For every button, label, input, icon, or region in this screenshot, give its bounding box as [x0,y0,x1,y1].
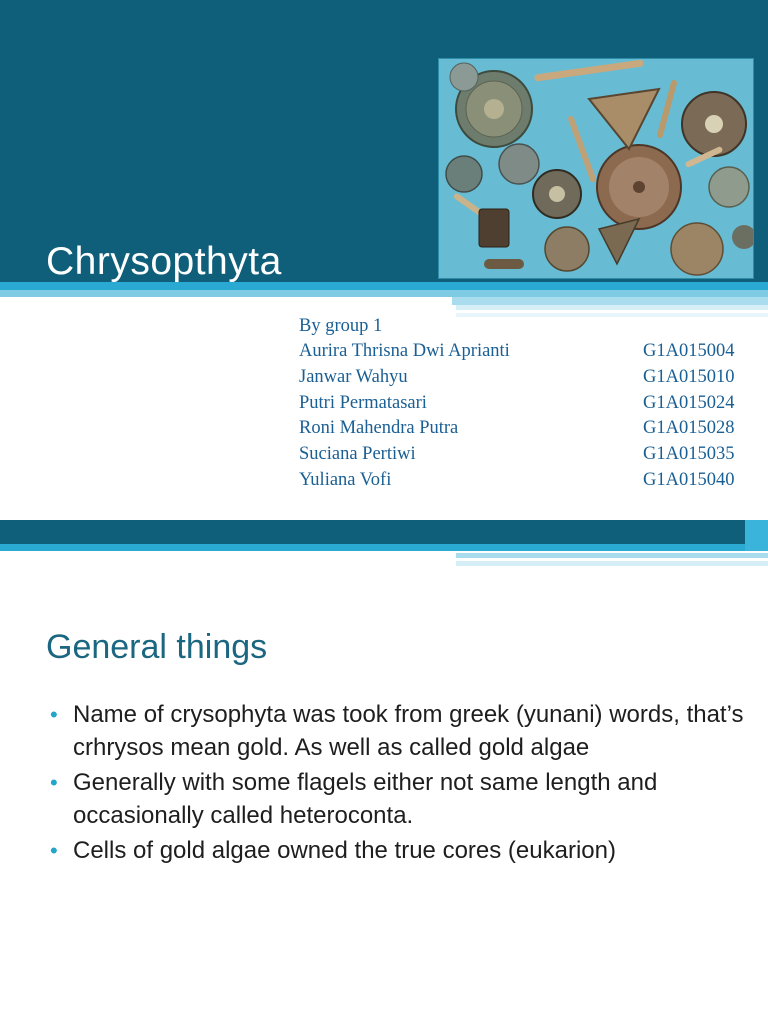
member-row [299,442,759,468]
slide-title: Chrysopthyta [46,240,282,283]
group-members-list [299,313,759,494]
list-item [48,834,748,867]
slide-heading: General things [46,628,268,666]
group-heading: By group 1 [299,316,383,336]
bullet-text: Name of crysophyta was took from greek (yunani) words, that’s crhrysos mean gold. As well as called gold algae [73,701,744,761]
member-row [299,468,759,494]
member-name: Yuliana Vofi [299,469,392,490]
member-name: Roni Mahendra Putra [299,418,459,439]
bullet-text: Cells of gold algae owned the true cores (eukarion) [73,837,616,864]
member-name: Aurira Thrisna Dwi Aprianti [299,341,510,361]
member-id: G1A015004 [643,341,735,361]
member-row [299,339,759,365]
footer-band-light [0,544,768,551]
member-id: G1A015040 [643,469,735,490]
member-name: Janwar Wahyu [299,366,408,387]
member-row [299,365,759,391]
content-slide [0,568,768,1024]
member-name: Suciana Pertiwi [299,444,416,465]
list-item [48,766,748,832]
bullet-dot-icon: • [50,702,58,727]
footer-band-faint [456,561,768,566]
bullet-text: Generally with some flagels either not same length and occasionally called heteroconta. [73,769,658,829]
footer-band-pale [456,553,768,558]
list-item [48,698,748,764]
header-stripe-pale [456,305,768,310]
diatom-photo [438,58,754,279]
member-id: G1A015010 [643,366,735,387]
member-name: Putri Permatasari [299,392,427,413]
member-id: G1A015035 [643,444,735,465]
member-row [299,391,759,417]
footer-band-accent [745,520,768,551]
bullet-dot-icon: • [50,838,58,863]
footer-band-dark [0,520,768,544]
header-stripe-mid [0,290,768,297]
member-id: G1A015028 [643,418,735,439]
member-id: G1A015024 [643,392,735,413]
bullet-list [48,698,748,869]
header-stripe-dark-short [452,297,768,305]
bullet-dot-icon: • [50,770,58,795]
member-row [299,416,759,442]
